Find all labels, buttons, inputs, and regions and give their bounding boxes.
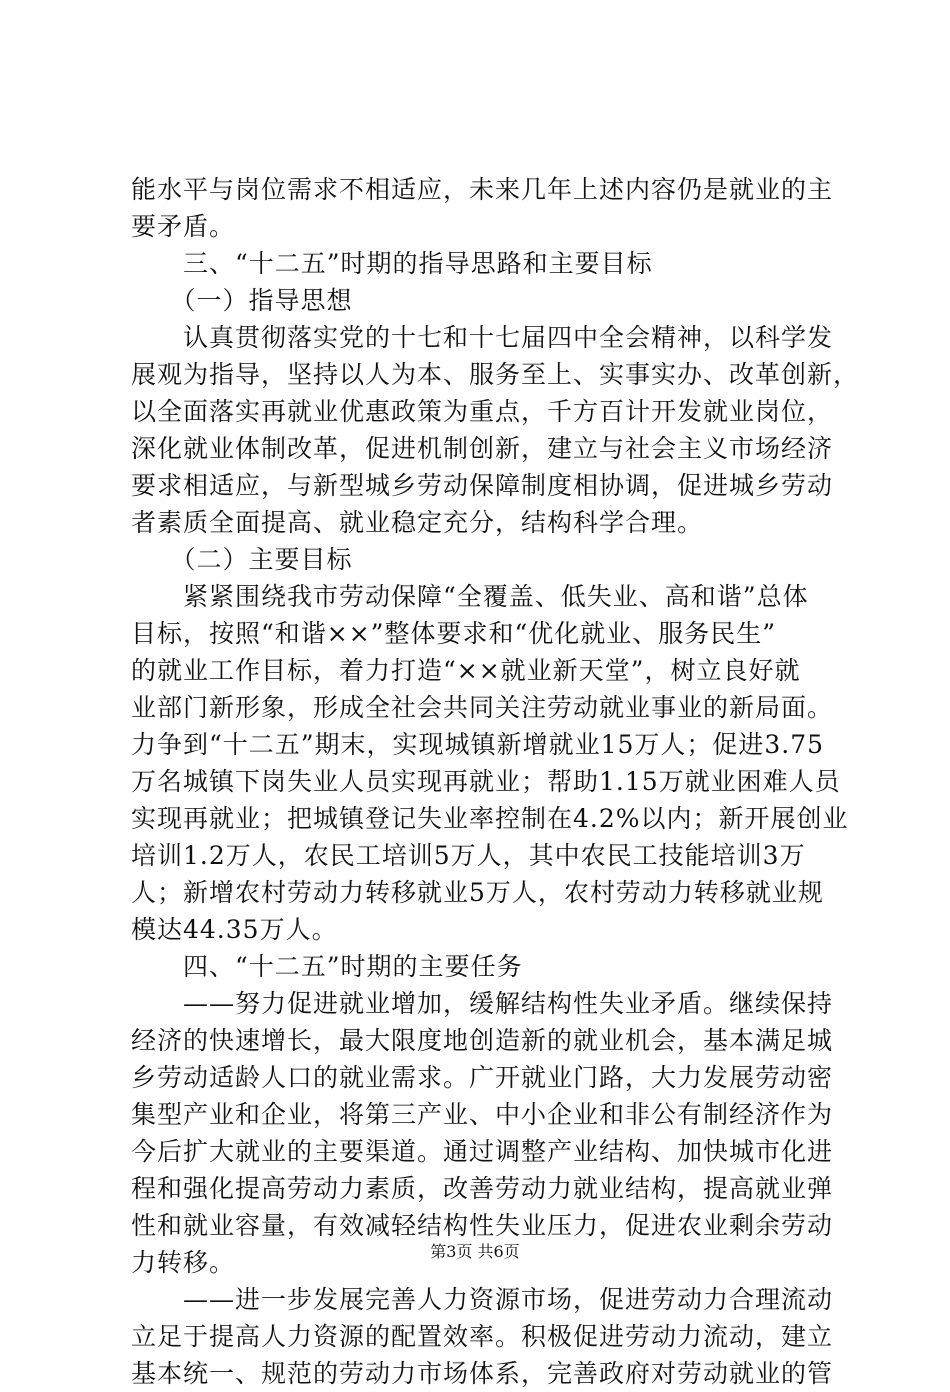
text-line: 培训1.2万人，农民工培训5万人，其中农民工技能培训3万 (131, 841, 806, 870)
text-line: ——努力促进就业增加，缓解结构性失业矛盾。继续保持 (131, 989, 834, 1018)
text-line: 业部门新形象，形成全社会共同关注劳动就业事业的新局面。 (131, 693, 834, 722)
text-line: ——进一步发展完善人力资源市场，促进劳动力合理流动 (131, 1285, 834, 1314)
subsection-heading: （二）主要目标 (131, 545, 353, 574)
text-line: 能水平与岗位需求不相适应，未来几年上述内容仍是就业的主 (131, 175, 834, 204)
text-line: 程和强化提高劳动力素质，改善劳动力就业结构，提高就业弹 (131, 1174, 834, 1203)
text-line: 要求相适应，与新型城乡劳动保障制度相协调，促进城乡劳动 (131, 471, 834, 500)
page-footer (0, 1242, 950, 1262)
text-line: 的就业工作目标，着力打造“××就业新天堂”，树立良好就 (131, 656, 801, 685)
section-heading: 三、“十二五”时期的指导思路和主要目标 (131, 249, 653, 278)
text-line: 人；新增农村劳动力转移就业5万人，农村劳动力转移就业规 (131, 878, 824, 907)
text-line: 展观为指导，坚持以人为本、服务至上、实事实办、改革创新， (131, 360, 860, 389)
text-line: 以全面落实再就业优惠政策为重点，千方百计开发就业岗位， (131, 397, 834, 426)
page-number-label: 第3页 共6页 (430, 1242, 520, 1261)
text-line: 立足于提高人力资源的配置效率。积极促进劳动力流动，建立 (131, 1322, 834, 1351)
text-line: 认真贯彻落实党的十七和十七届四中全会精神，以科学发 (131, 323, 834, 352)
text-line: 乡劳动适龄人口的就业需求。广开就业门路，大力发展劳动密 (131, 1063, 834, 1092)
text-line: 者素质全面提高、就业稳定充分，结构科学合理。 (131, 508, 704, 537)
text-line: 要矛盾。 (131, 212, 236, 241)
text-line: 今后扩大就业的主要渠道。通过调整产业结构、加快城市化进 (131, 1137, 834, 1166)
text-line: 经济的快速增长，最大限度地创造新的就业机会，基本满足城 (131, 1026, 834, 1055)
text-line: 集型产业和企业，将第三产业、中小企业和非公有制经济作为 (131, 1100, 834, 1129)
section-heading: 四、“十二五”时期的主要任务 (131, 952, 523, 981)
text-line: 性和就业容量，有效减轻结构性失业压力，促进农业剩余劳动 (131, 1211, 834, 1240)
subsection-heading: （一）指导思想 (131, 286, 353, 315)
text-line: 实现再就业；把城镇登记失业率控制在4.2%以内；新开展创业 (131, 804, 849, 833)
text-line: 万名城镇下岗失业人员实现再就业；帮助1.15万就业困难人员 (131, 767, 841, 796)
text-line: 目标，按照“和谐××”整体要求和“优化就业、服务民生” (131, 619, 777, 648)
text-line: 力转移。 (131, 1248, 236, 1277)
text-line: 模达44.35万人。 (131, 915, 338, 944)
text-line: 力争到“十二五”期末，实现城镇新增就业15万人；促进3.75 (131, 730, 825, 759)
text-line: 基本统一、规范的劳动力市场体系，完善政府对劳动就业的管 (131, 1359, 834, 1388)
document-body (131, 171, 860, 1392)
text-line: 深化就业体制改革，促进机制创新，建立与社会主义市场经济 (131, 434, 834, 463)
text-line: 紧紧围绕我市劳动保障“全覆盖、低失业、高和谐”总体 (131, 582, 809, 611)
